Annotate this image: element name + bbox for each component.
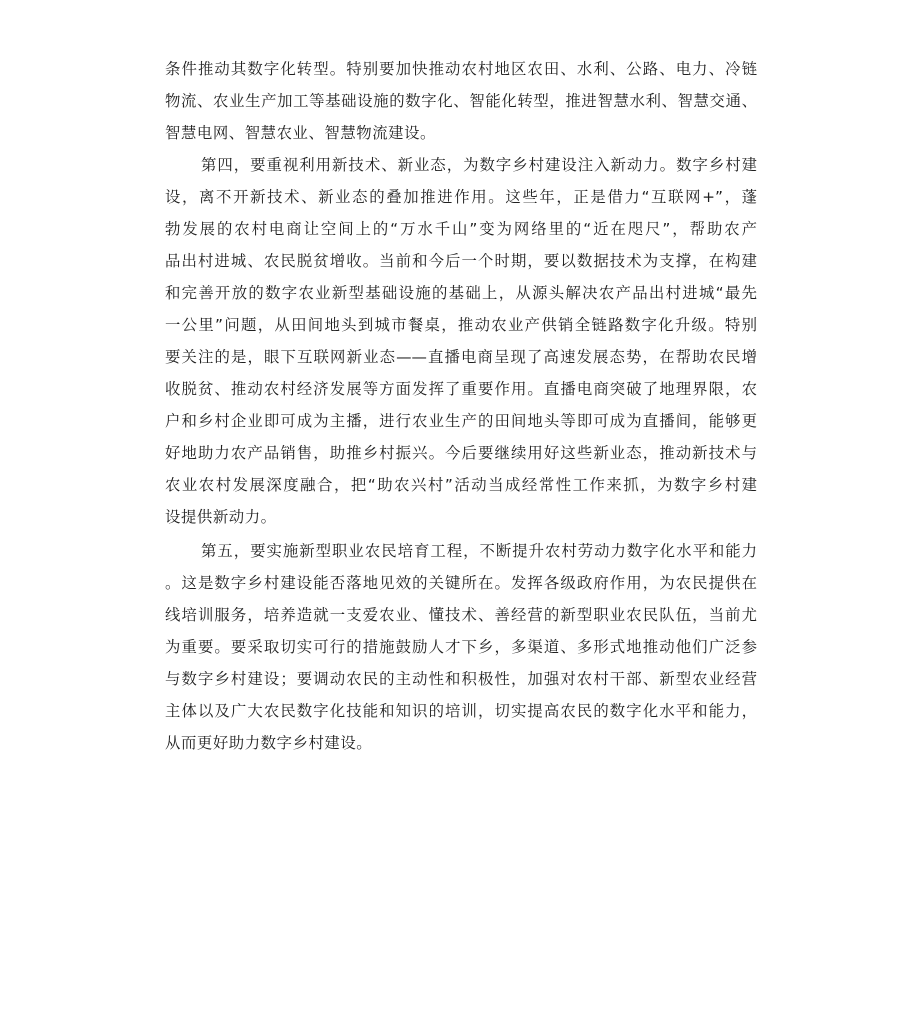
paragraph-start-line: 第四，要重视利用新技术、新业态，为数字乡村建设注入新动力。数字乡村建 — [201, 156, 757, 174]
text-line: 线培训服务，培养造就一支爱农业、懂技术、善经营的新型职业农民队伍，当前尤 — [165, 606, 757, 624]
text-line: 从而更好助力数字乡村建设。 — [165, 734, 373, 752]
text-line: 和完善开放的数字农业新型基础设施的基础上，从源头解决农产品出村进城“最先 — [165, 284, 757, 302]
text-line: 农业农村发展深度融合，把“助农兴村”活动当成经常性工作来抓，为数字乡村建 — [165, 476, 757, 494]
text-line: 收脱贫、推动农村经济发展等方面发挥了重要作用。直播电商突破了地理界限，农 — [165, 380, 757, 398]
text-line: 好地助力农产品销售，助推乡村振兴。今后要继续用好这些新业态，推动新技术与 — [165, 444, 757, 462]
text-line: 智慧电网、智慧农业、智慧物流建设。 — [165, 124, 436, 142]
paragraph-start-line: 第五，要实施新型职业农民培育工程，不断提升农村劳动力数字化水平和能力 — [201, 542, 757, 560]
text-line: 为重要。要采取切实可行的措施鼓励人才下乡，多渠道、多形式地推动他们广泛参 — [165, 638, 757, 656]
text-line: 勃发展的农村电商让空间上的“万水千山”变为网络里的“近在咫尺”，帮助农产 — [165, 220, 757, 238]
text-line: 与数字乡村建设；要调动农民的主动性和积极性，加强对农村干部、新型农业经营 — [165, 670, 757, 688]
text-line: 主体以及广大农民数字化技能和知识的培训，切实提高农民的数字化水平和能力， — [165, 702, 757, 720]
text-line: 物流、农业生产加工等基础设施的数字化、智能化转型，推进智慧水利、智慧交通、 — [165, 92, 757, 110]
text-line: 。这是数字乡村建设能否落地见效的关键所在。发挥各级政府作用，为农民提供在 — [165, 574, 757, 592]
text-line: 一公里”问题，从田间地头到城市餐桌，推动农业产供销全链路数字化升级。特别 — [165, 316, 757, 334]
text-line: 要关注的是，眼下互联网新业态——直播电商呈现了高速发展态势，在帮助农民增 — [165, 348, 757, 366]
text-line: 品出村进城、农民脱贫增收。当前和今后一个时期，要以数据技术为支撑，在构建 — [165, 252, 757, 270]
text-line: 条件推动其数字化转型。特别要加快推动农村地区农田、水利、公路、电力、冷链 — [165, 60, 757, 78]
text-line: 户和乡村企业即可成为主播，进行农业生产的田间地头等即可成为直播间，能够更 — [165, 412, 757, 430]
text-line: 设，离不开新技术、新业态的叠加推进作用。这些年，正是借力“互联网+”，蓬 — [165, 188, 757, 206]
text-line: 设提供新动力。 — [165, 508, 277, 526]
